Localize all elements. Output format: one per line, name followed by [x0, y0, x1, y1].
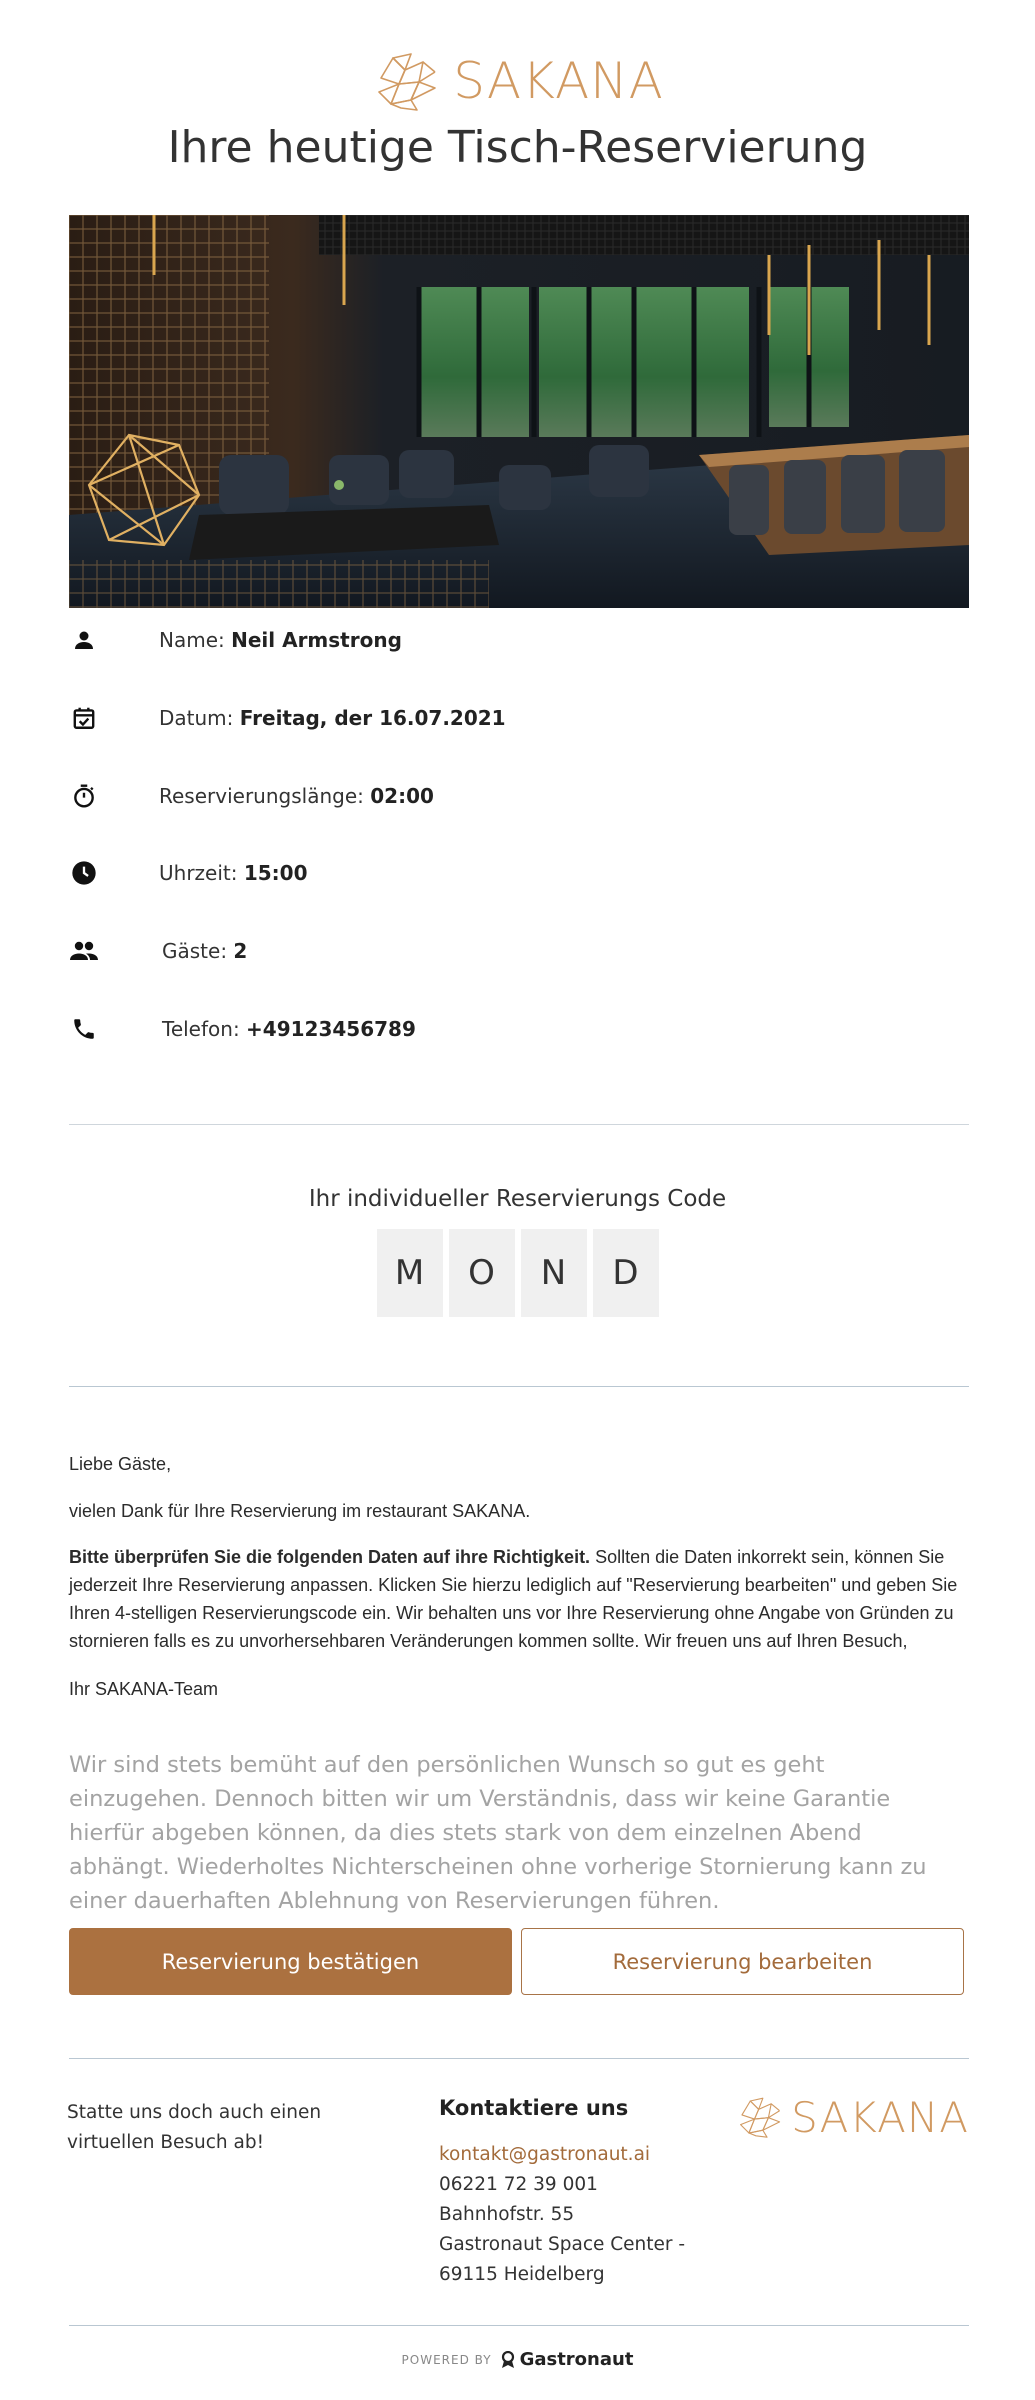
reservation-code-label: Ihr individueller Reservierungs Code	[308, 1186, 727, 1212]
page-title: Ihre heutige Tisch-Reservierung	[167, 122, 868, 173]
code-char: N	[521, 1229, 587, 1317]
gastronaut-icon	[500, 2351, 516, 2369]
confirm-reservation-button[interactable]: Reservierung bestätigen	[69, 1928, 512, 1995]
detail-label: Datum:	[159, 706, 240, 730]
notice-text: Wir sind stets bemüht auf den persönlichen Wunsch so gut es geht einzugehen. Dennoch bitten wir um Verständnis, dass wir keine Garantie hierfür abgeben können, da dies stets stark von dem einzelnen Abend abhängt. Wiederholtes Nichterscheinen ohne vorherige Stornierung kann zu einer dauerhaften Ablehnung von Reservierungen führen.	[69, 1752, 927, 1914]
code-char: M	[377, 1229, 443, 1317]
detail-value-date: Freitag, der 16.07.2021	[239, 706, 506, 730]
footer-logo	[735, 2088, 969, 2146]
contact-street: Bahnhofstr. 55	[439, 2204, 575, 2225]
detail-row-phone	[69, 1009, 969, 1049]
contact-city: 69115 Heidelberg	[439, 2264, 605, 2285]
detail-value-phone: +49123456789	[246, 1017, 416, 1041]
code-char: O	[449, 1229, 515, 1317]
check-bold: Bitte überprüfen Sie die folgenden Daten auf ihre Richtigkeit.	[69, 1547, 591, 1567]
brand-name: SAKANA	[453, 52, 664, 110]
contact-block	[439, 2096, 739, 2290]
powered-by[interactable]	[0, 2349, 1035, 2370]
virtual-visit-text: Statte uns doch auch einen virtuellen Besuch ab!	[67, 2102, 322, 2153]
detail-value-time: 15:00	[243, 861, 308, 885]
detail-label: Gäste:	[162, 939, 234, 963]
detail-label: Reservierungslänge:	[159, 784, 371, 808]
code-char: D	[593, 1229, 659, 1317]
powered-by-brand: Gastronaut	[519, 2349, 634, 2370]
divider	[69, 2058, 969, 2059]
contact-title: Kontaktiere uns	[439, 2096, 629, 2120]
restaurant-interior-illustration	[69, 215, 969, 608]
detail-row-time	[69, 853, 969, 893]
restaurant-interior-image	[69, 215, 969, 608]
detail-label: Telefon:	[162, 1017, 247, 1041]
edit-reservation-button[interactable]: Reservierung bearbeiten	[521, 1928, 964, 1995]
check-rest: Sollten die Daten inkorrekt sein, können Sie jederzeit Ihre Reservierung anpassen. Klicken Sie hierzu lediglich auf "Reservierung bearbeiten" und geben Sie Ihren 4-stelligen Reservierungscode ein. Wir behalten uns vor Ihre Reservierung ohne Angabe von Gründen zu stornieren falls es zu unvorhersehbaren Veränderungen kommen sollte. Wir freuen uns auf Ihren Besuch,	[69, 1547, 958, 1651]
clock-icon	[69, 858, 99, 888]
greeting: Liebe Gäste,	[69, 1454, 172, 1474]
detail-label: Uhrzeit:	[159, 861, 244, 885]
calendar-check-icon	[69, 703, 99, 733]
phone-icon	[69, 1014, 99, 1044]
detail-value-duration: 02:00	[370, 784, 434, 808]
header-logo	[0, 48, 1035, 114]
detail-row-guests	[69, 931, 969, 971]
detail-label: Name:	[159, 628, 232, 652]
contact-center: Gastronaut Space Center -	[439, 2234, 686, 2255]
detail-row-duration	[69, 776, 969, 816]
signoff: Ihr SAKANA-Team	[69, 1679, 219, 1699]
check-paragraph	[69, 1543, 969, 1655]
thanks-text: vielen Dank für Ihre Reservierung im restaurant SAKANA.	[69, 1501, 531, 1521]
person-icon	[69, 625, 99, 655]
divider	[69, 2325, 969, 2326]
detail-value-guests: 2	[233, 939, 248, 963]
detail-value-name: Neil Armstrong	[231, 628, 402, 652]
contact-phone: 06221 72 39 001	[439, 2174, 598, 2195]
detail-row-date	[69, 698, 969, 738]
divider	[69, 1386, 969, 1387]
detail-row-name	[69, 620, 969, 660]
divider	[69, 1124, 969, 1125]
contact-email-link[interactable]: kontakt@gastronaut.ai	[439, 2144, 651, 2165]
group-icon	[69, 936, 99, 966]
brand-name: SAKANA	[791, 2092, 969, 2142]
sakana-fish-icon	[735, 2088, 785, 2146]
powered-by-label: POWERED BY	[401, 2352, 492, 2367]
sakana-fish-icon	[371, 48, 443, 114]
reservation-code	[0, 1229, 1035, 1317]
timer-icon	[69, 781, 99, 811]
